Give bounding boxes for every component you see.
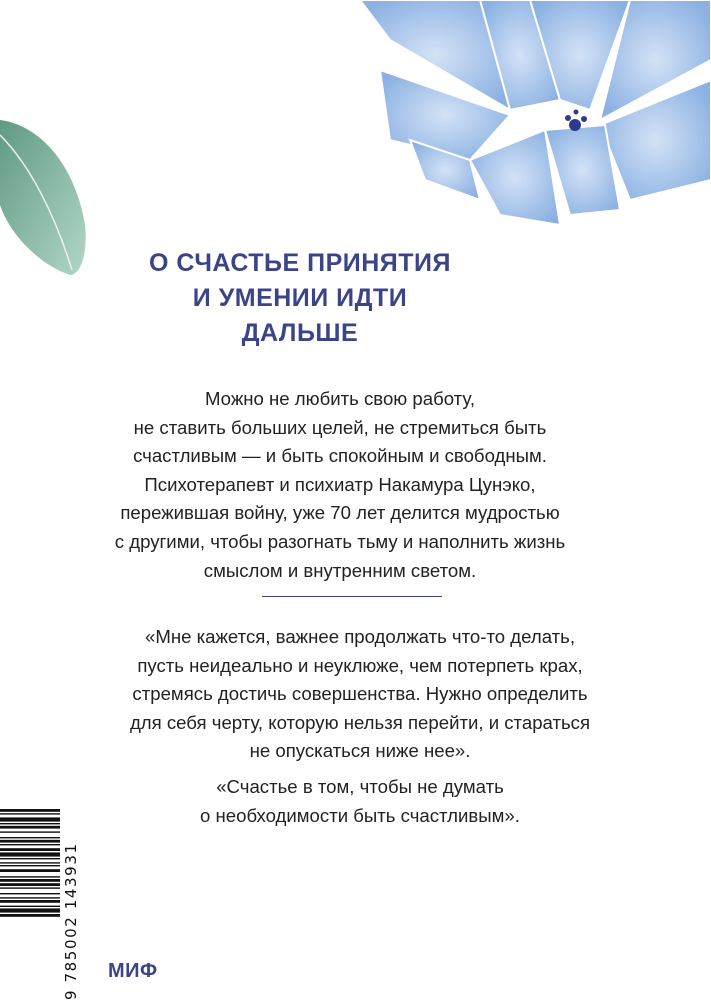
barcode-bar [0,876,60,877]
barcode-bar [0,900,60,903]
barcode-bar [0,893,60,894]
quote-line: пусть неидеально и неуклюже, чем потерпеть крах, [137,654,583,676]
description-line: Психотерапевт и психиатр Накамура Цунэко, [144,473,536,495]
barcode-bar [0,831,60,832]
barcode-bar [0,865,60,866]
barcode-bar [0,858,60,859]
watercolor-flower-icon [330,0,711,230]
title-line: О СЧАСТЬЕ ПРИНЯТИЯ [149,249,451,277]
barcode-bar [0,906,60,907]
quote-block [60,623,660,766]
barcode-bar [0,887,60,888]
barcode-bar [0,848,60,851]
quote-line: «Мне кажется, важнее продолжать что-то делать, [145,626,575,647]
barcode-bar [0,813,60,814]
book-description [60,385,620,585]
barcode-bar [0,837,60,838]
barcode-bar [0,840,60,843]
barcode-bar [0,879,60,882]
title-line: И УМЕНИИ ИДТИ [192,284,408,312]
quote-line: о необходимости быть счастливым». [200,804,520,826]
barcode-bar [0,817,60,821]
barcode-bar [0,852,60,856]
barcode-bar [0,862,60,863]
description-line: счастливым — и быть спокойным и свободным. [133,445,547,467]
quote-line: стремясь достичь совершенства. Нужно определить [132,683,588,705]
quote-block [60,773,660,830]
barcode-digits: 9 785002 143931 [62,842,80,1000]
barcode-bar [0,908,60,912]
publisher-logo: МИФ [108,960,158,982]
cover-title [0,246,600,351]
description-line: пережившая войну, уже 70 лет делится мудростью [120,502,560,524]
divider-line [262,596,442,597]
barcode-bar [0,823,60,824]
description-line: смыслом и внутренним светом. [203,559,477,581]
description-line: не ставить больших целей, не стремиться быть [133,416,547,438]
description-line: Можно не любить свою работу, [204,388,476,409]
description-line: с другими, чтобы разогнать тьму и наполнить жизнь [114,530,566,552]
barcode-bar [0,883,60,886]
title-line: ДАЛЬШЕ [241,319,359,347]
quote-line: не опускаться ниже нее». [249,740,471,762]
barcode-bar [0,897,60,898]
barcode-bar [0,914,60,917]
barcode-bar [0,869,60,872]
barcode-bar [0,826,60,829]
quote-line: «Счастье в том, чтобы не думать [216,776,504,797]
quote-line: для себя черту, которую нельзя перейти, и стараться [129,711,591,733]
barcode-bar [0,844,60,845]
barcode-bar [0,809,60,812]
